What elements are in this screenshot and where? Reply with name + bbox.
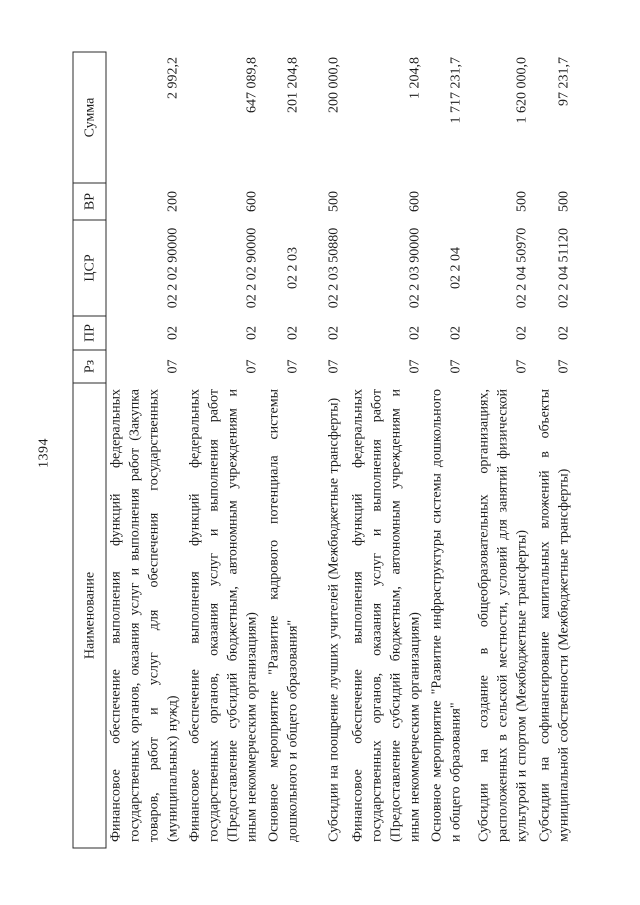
cell-pr: 02 [407, 325, 422, 340]
cell-name: Финансовое обеспечение выполнения функций федеральных государственных органов, оказания услуг и выполнения работ (Предоставление субсидий бюджетным, автономным учреждениям и иным некоммерческим организациям) [350, 388, 422, 842]
col-header-rz: Рз [73, 350, 106, 383]
cell-pr: 02 [556, 325, 571, 340]
cell-pr: 02 [285, 325, 300, 340]
cell-csr: 02 2 02 90000 [165, 227, 180, 308]
cell-vr: 500 [326, 190, 341, 212]
cell-name: Субсидии на поощрение лучших учителей (Межбюджетные трансферты) [326, 397, 341, 842]
cell-sum: 201 204,8 [285, 56, 300, 113]
table-row [305, 52, 346, 848]
cell-csr: 02 2 04 [448, 246, 463, 289]
cell-vr: 500 [556, 190, 571, 212]
cell-vr [264, 183, 305, 220]
budget-table [72, 51, 576, 848]
cell-name: Финансовое обеспечение выполнения функций федеральных государственных органов, оказания услуг и выполнения работ (Предоставление субсидий бюджетным, автономным учреждениям и иным некоммерческим организациям) [187, 388, 259, 842]
col-header-name: Наименование [73, 383, 106, 848]
cell-sum: 647 089,8 [244, 56, 259, 113]
cell-vr: 200 [165, 190, 180, 212]
cell-sum: 1 717 231,7 [448, 56, 463, 123]
cell-csr: 02 2 03 [285, 246, 300, 289]
table-row [468, 52, 534, 848]
table-row [185, 52, 264, 848]
table-row [264, 52, 305, 848]
cell-sum: 200 000,0 [326, 56, 341, 113]
cell-vr: 600 [244, 190, 259, 212]
table-row [346, 52, 427, 848]
cell-sum: 97 231,7 [556, 56, 571, 106]
cell-rz: 07 [244, 359, 259, 373]
cell-pr: 02 [326, 325, 341, 340]
cell-rz: 07 [326, 359, 341, 373]
page-number: 1394 [36, 437, 51, 468]
cell-rz: 07 [407, 359, 422, 373]
cell-rz: 07 [514, 359, 529, 373]
cell-name: Финансовое обеспечение выполнения функций федеральных государственных органов, оказания услуг и выполнения работ (Закупка товаров, работ и услуг для обеспечения государственных (муниципальных) нужд) [108, 388, 180, 842]
cell-sum: 2 992,2 [165, 56, 180, 99]
cell-name: Основное мероприятие "Развитие кадрового потенциала системы дошкольного и общего образования" [266, 388, 300, 842]
col-header-vr: ВР [73, 183, 106, 220]
cell-rz: 07 [165, 359, 180, 373]
cell-csr: 02 2 03 50880 [326, 227, 341, 308]
cell-sum: 1 204,8 [407, 56, 422, 99]
col-header-sum: Сумма [73, 52, 106, 183]
cell-vr: 600 [407, 190, 422, 212]
cell-vr [427, 183, 468, 220]
cell-rz: 07 [556, 359, 571, 373]
cell-pr: 02 [448, 325, 463, 340]
cell-pr: 02 [514, 325, 529, 340]
cell-name: Субсидии на создание в общеобразовательных организациях, расположенных в сельской местности, условий для занятий физической культурой и спортом (Межбюджетные трансферты) [476, 388, 529, 842]
cell-csr: 02 2 04 50970 [514, 227, 529, 308]
cell-pr: 02 [244, 325, 259, 340]
cell-sum: 1 620 000,0 [514, 56, 529, 123]
table-row [427, 52, 468, 848]
cell-name: Основное мероприятие "Развитие инфраструктуры системы дошкольного и общего образования" [429, 388, 463, 842]
cell-rz: 07 [285, 359, 300, 373]
cell-csr: 02 2 04 51120 [556, 227, 571, 308]
cell-pr: 02 [165, 325, 180, 340]
table-header-row [73, 52, 106, 848]
cell-name: Субсидии на софинансирование капитальных вложений в объекты муниципальной собственности (Межбюджетные трансферты) [537, 388, 571, 842]
col-header-csr: ЦСР [73, 220, 106, 316]
table-row [106, 52, 186, 848]
cell-csr: 02 2 02 90000 [244, 227, 259, 308]
col-header-pr: ПР [73, 316, 106, 350]
cell-rz: 07 [448, 359, 463, 373]
cell-csr: 02 2 03 90000 [407, 227, 422, 308]
table-row [534, 52, 576, 848]
cell-vr: 500 [514, 190, 529, 212]
